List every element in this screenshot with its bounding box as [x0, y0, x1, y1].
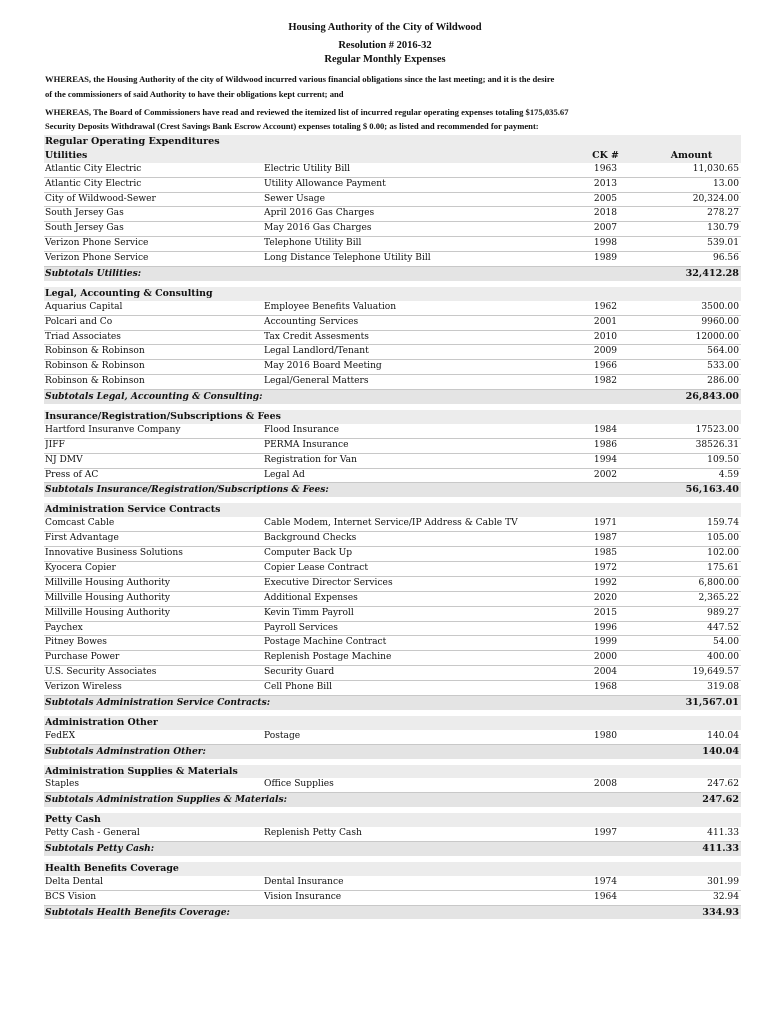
amount-cell: 400.00 — [707, 652, 739, 663]
table-row — [44, 439, 741, 454]
amount-cell: 54.00 — [712, 637, 739, 648]
check-number-cell: 2009 — [593, 346, 618, 357]
group-name: Petty Cash — [45, 814, 101, 826]
payee-cell: First Advantage — [45, 533, 119, 544]
description-cell: Additional Expenses — [264, 592, 358, 603]
payee-cell: Atlantic City Electric — [45, 163, 142, 174]
table-row — [44, 178, 741, 193]
group-header — [44, 287, 741, 301]
subtotal-row — [44, 906, 741, 920]
table-row — [44, 163, 741, 178]
check-number-cell: 2005 — [593, 193, 618, 204]
amount-cell: 301.99 — [707, 876, 739, 887]
description-cell: Postage Machine Contract — [264, 637, 387, 648]
whereas-paragraph-2-cont: Security Deposits Withdrawal (Crest Savings Bank Escrow Account) expenses totaling $ 0.00; as listed and recommended for payment: — [45, 121, 539, 131]
description-cell: Tax Credit Assesments — [264, 331, 369, 342]
subtotal-row — [44, 842, 741, 856]
payee-cell: BCS Vision — [45, 891, 97, 902]
amount-cell: 109.50 — [707, 454, 739, 465]
description-cell: May 2016 Board Meeting — [264, 361, 382, 372]
subtotal-value: 31,567.01 — [685, 696, 739, 708]
check-number-cell: 2010 — [593, 331, 618, 342]
check-number-cell: 2013 — [593, 178, 618, 189]
payee-cell: Innovative Business Solutions — [45, 548, 183, 559]
group-header — [44, 813, 741, 827]
subtotal-value: 32,412.28 — [685, 268, 739, 280]
description-cell: Kevin Timm Payroll — [264, 607, 354, 618]
group-header — [44, 410, 741, 424]
amount-cell: 278.27 — [707, 208, 739, 219]
check-number-cell: 1963 — [593, 163, 618, 174]
subtotal-row — [44, 390, 741, 404]
check-number-cell: 1968 — [593, 682, 618, 693]
payee-cell: Delta Dental — [45, 876, 104, 887]
table-row — [44, 331, 741, 346]
payee-cell: Petty Cash - General — [45, 828, 140, 839]
payee-cell: FedEX — [45, 730, 76, 741]
resolution-number: Resolution # 2016-32 — [338, 40, 432, 51]
table-row — [44, 666, 741, 681]
description-cell: Legal Ad — [264, 469, 305, 480]
payee-cell: South Jersey Gas — [45, 223, 124, 234]
subtotal-value: 140.04 — [702, 745, 739, 757]
amount-cell: 11,030.65 — [692, 163, 739, 174]
subtotal-label: Subtotals Adminstration Other: — [45, 745, 206, 757]
check-number-cell: 2008 — [593, 779, 618, 790]
amount-cell: 539.01 — [707, 238, 739, 249]
subtotal-row — [44, 267, 741, 281]
expenditures-table — [44, 135, 741, 919]
amount-cell: 989.27 — [707, 607, 739, 618]
check-number-cell: 2000 — [593, 652, 618, 663]
amount-cell: 130.79 — [707, 223, 739, 234]
table-row — [44, 577, 741, 592]
payee-cell: JIFF — [45, 439, 65, 450]
description-cell: Sewer Usage — [264, 193, 325, 204]
description-cell: Legal/General Matters — [264, 376, 369, 387]
table-row — [44, 622, 741, 637]
group-header — [44, 149, 741, 163]
payee-cell: Verizon Wireless — [45, 682, 122, 693]
payee-cell: Verizon Phone Service — [45, 238, 149, 249]
table-row — [44, 469, 741, 484]
description-cell: Accounting Services — [264, 316, 359, 327]
check-number-cell: 1972 — [593, 562, 618, 573]
group-name: Utilities — [45, 149, 88, 161]
description-cell: Replenish Petty Cash — [264, 828, 362, 839]
table-row — [44, 207, 741, 222]
amount-cell: 6,800.00 — [698, 577, 739, 588]
table-row — [44, 222, 741, 237]
table-row — [44, 876, 741, 891]
description-cell: Legal Landlord/Tenant — [264, 346, 369, 357]
amount-cell: 564.00 — [707, 346, 739, 357]
subtotal-row — [44, 793, 741, 807]
payee-cell: U.S. Security Associates — [45, 667, 157, 678]
amount-cell: 13.00 — [712, 178, 739, 189]
subtotal-label: Subtotals Legal, Accounting & Consulting: — [45, 391, 263, 403]
subtotal-label: Subtotals Administration Service Contracts: — [45, 696, 271, 708]
subtotal-value: 411.33 — [702, 842, 739, 854]
group-name: Legal, Accounting & Consulting — [45, 287, 213, 299]
table-row — [44, 607, 741, 622]
check-number-cell: 1996 — [593, 622, 618, 633]
check-number-cell: 1987 — [593, 533, 618, 544]
subtotal-value: 247.62 — [702, 794, 739, 806]
subtotal-row — [44, 696, 741, 710]
description-cell: May 2016 Gas Charges — [264, 223, 372, 234]
subtotal-row — [44, 483, 741, 497]
description-cell: Electric Utility Bill — [264, 163, 351, 174]
subtotal-label: Subtotals Insurance/Registration/Subscriptions & Fees: — [45, 484, 329, 496]
check-number-cell: 2004 — [593, 667, 618, 678]
payee-cell: Comcast Cable — [45, 518, 115, 529]
check-number-cell: 1999 — [593, 637, 618, 648]
subtotal-label: Subtotals Petty Cash: — [45, 842, 155, 854]
payee-cell: Kyocera Copier — [45, 562, 116, 573]
table-row — [44, 193, 741, 208]
table-row — [44, 778, 741, 793]
check-number-cell: 1984 — [593, 424, 618, 435]
description-cell: Postage — [264, 730, 301, 741]
group-name: Insurance/Registration/Subscriptions & Fees — [45, 411, 281, 423]
check-number-cell: 2002 — [593, 469, 618, 480]
table-row — [44, 827, 741, 842]
description-cell: April 2016 Gas Charges — [264, 208, 375, 219]
doc-title: Housing Authority of the City of Wildwood — [288, 22, 482, 33]
amount-cell: 32.94 — [712, 891, 739, 902]
amount-column-header: Amount — [670, 149, 713, 161]
check-number-cell: 2007 — [593, 223, 618, 234]
check-number-cell: 1974 — [593, 876, 618, 887]
check-number-cell: 2020 — [593, 592, 618, 603]
amount-cell: 533.00 — [707, 361, 739, 372]
amount-cell: 175.61 — [707, 562, 739, 573]
table-title — [44, 135, 741, 149]
check-number-cell: 1986 — [593, 439, 618, 450]
table-row — [44, 636, 741, 651]
check-number-cell: 1989 — [593, 253, 618, 264]
description-cell: PERMA Insurance — [264, 439, 349, 450]
table-row — [44, 424, 741, 439]
description-cell: Computer Back Up — [264, 548, 353, 559]
amount-cell: 19,649.57 — [692, 667, 739, 678]
subtotal-value: 334.93 — [702, 906, 739, 918]
check-number-cell: 2001 — [593, 316, 618, 327]
table-row — [44, 360, 741, 375]
whereas-paragraph-1-cont: of the commissioners of said Authority to have their obligations kept current; and — [45, 89, 344, 99]
description-cell: Flood Insurance — [264, 424, 339, 435]
table-row — [44, 562, 741, 577]
amount-cell: 4.59 — [718, 469, 739, 480]
table-row — [44, 316, 741, 331]
group-header — [44, 765, 741, 779]
payee-cell: Triad Associates — [45, 331, 121, 342]
group-name: Health Benefits Coverage — [45, 862, 179, 874]
group-name: Administration Service Contracts — [45, 504, 221, 516]
description-cell: Dental Insurance — [264, 876, 344, 887]
ck-column-header: CK # — [592, 149, 619, 161]
amount-cell: 9960.00 — [701, 316, 739, 327]
group-name: Administration Supplies & Materials — [45, 765, 238, 777]
description-cell: Copier Lease Contract — [264, 562, 369, 573]
check-number-cell: 1994 — [593, 454, 618, 465]
amount-cell: 102.00 — [707, 548, 739, 559]
description-cell: Long Distance Telephone Utility Bill — [264, 253, 431, 264]
amount-cell: 20,324.00 — [692, 193, 739, 204]
check-number-cell: 1998 — [593, 238, 618, 249]
payee-cell: Polcari and Co — [45, 316, 113, 327]
group-header — [44, 716, 741, 730]
amount-cell: 105.00 — [707, 533, 739, 544]
subtotal-row — [44, 745, 741, 759]
description-cell: Cable Modem, Internet Service/IP Address & Cable TV — [264, 518, 518, 529]
check-number-cell: 1997 — [593, 828, 618, 839]
payee-cell: Millville Housing Authority — [45, 577, 171, 588]
amount-cell: 3500.00 — [701, 301, 739, 312]
payee-cell: Staples — [45, 779, 80, 790]
check-number-cell: 1985 — [593, 548, 618, 559]
amount-cell: 159.74 — [707, 518, 739, 529]
amount-cell: 247.62 — [707, 779, 739, 790]
description-cell: Cell Phone Bill — [264, 682, 333, 693]
description-cell: Utility Allowance Payment — [264, 178, 386, 189]
table-row — [44, 891, 741, 906]
amount-cell: 17523.00 — [695, 424, 739, 435]
payee-cell: Verizon Phone Service — [45, 253, 149, 264]
description-cell: Telephone Utility Bill — [264, 238, 362, 249]
amount-cell: 447.52 — [707, 622, 739, 633]
description-cell: Payroll Services — [264, 622, 338, 633]
payee-cell: Paychex — [45, 622, 83, 633]
description-cell: Replenish Postage Machine — [264, 652, 392, 663]
description-cell: Security Guard — [264, 667, 335, 678]
whereas-paragraph-2: WHEREAS, The Board of Commissioners have read and reviewed the itemized list of incurred regular operating expenses totaling $175,035.67 — [45, 107, 569, 117]
table-row — [44, 681, 741, 696]
check-number-cell: 2015 — [593, 607, 618, 618]
subtotal-value: 56,163.40 — [685, 484, 739, 496]
payee-cell: NJ DMV — [45, 454, 83, 465]
payee-cell: Purchase Power — [45, 652, 120, 663]
payee-cell: Atlantic City Electric — [45, 178, 142, 189]
table-row — [44, 532, 741, 547]
payee-cell: City of Wildwood-Sewer — [45, 193, 156, 204]
amount-cell: 96.56 — [712, 253, 739, 264]
amount-cell: 286.00 — [707, 376, 739, 387]
description-cell: Vision Insurance — [264, 891, 342, 902]
payee-cell: Hartford Insuranve Company — [45, 424, 181, 435]
check-number-cell: 1971 — [593, 518, 618, 529]
table-row — [44, 252, 741, 267]
check-number-cell: 1966 — [593, 361, 618, 372]
table-row — [44, 547, 741, 562]
table-row — [44, 454, 741, 469]
payee-cell: Robinson & Robinson — [45, 376, 145, 387]
table-row — [44, 345, 741, 360]
description-cell: Office Supplies — [264, 779, 334, 790]
table-title-text: Regular Operating Expenditures — [45, 136, 220, 147]
amount-cell: 411.33 — [707, 828, 739, 839]
doc-subtitle: Regular Monthly Expenses — [324, 54, 446, 65]
subtotal-label: Subtotals Administration Supplies & Materials: — [45, 794, 287, 806]
description-cell: Registration for Van — [264, 454, 357, 465]
check-number-cell: 1962 — [593, 301, 618, 312]
payee-cell: South Jersey Gas — [45, 208, 124, 219]
amount-cell: 319.08 — [707, 682, 739, 693]
table-row — [44, 237, 741, 252]
table-row — [44, 517, 741, 532]
description-cell: Employee Benefits Valuation — [264, 301, 397, 312]
subtotal-value: 26,843.00 — [685, 391, 739, 403]
check-number-cell: 1982 — [593, 376, 618, 387]
amount-cell: 2,365.22 — [698, 592, 739, 603]
description-cell: Background Checks — [264, 533, 357, 544]
whereas-paragraph-1: WHEREAS, the Housing Authority of the city of Wildwood incurred various financial obligations since the last meeting; and it is the desire — [45, 74, 555, 84]
check-number-cell: 1980 — [593, 730, 618, 741]
group-header — [44, 862, 741, 876]
table-row — [44, 301, 741, 316]
payee-cell: Millville Housing Authority — [45, 607, 171, 618]
payee-cell: Aquarius Capital — [45, 301, 123, 312]
subtotal-label: Subtotals Utilities: — [45, 268, 142, 280]
table-row — [44, 375, 741, 390]
check-number-cell: 2018 — [593, 208, 618, 219]
table-row — [44, 592, 741, 607]
amount-cell: 140.04 — [707, 730, 739, 741]
subtotal-label: Subtotals Health Benefits Coverage: — [45, 906, 230, 918]
payee-cell: Pitney Bowes — [45, 637, 107, 648]
table-row — [44, 651, 741, 666]
group-header — [44, 503, 741, 517]
check-number-cell: 1964 — [593, 891, 618, 902]
payee-cell: Millville Housing Authority — [45, 592, 171, 603]
check-number-cell: 1992 — [593, 577, 618, 588]
payee-cell: Press of AC — [45, 469, 99, 480]
payee-cell: Robinson & Robinson — [45, 361, 145, 372]
description-cell: Executive Director Services — [264, 577, 393, 588]
table-row — [44, 730, 741, 745]
amount-cell: 38526.31 — [695, 439, 739, 450]
payee-cell: Robinson & Robinson — [45, 346, 145, 357]
amount-cell: 12000.00 — [695, 331, 739, 342]
group-name: Administration Other — [45, 716, 158, 728]
